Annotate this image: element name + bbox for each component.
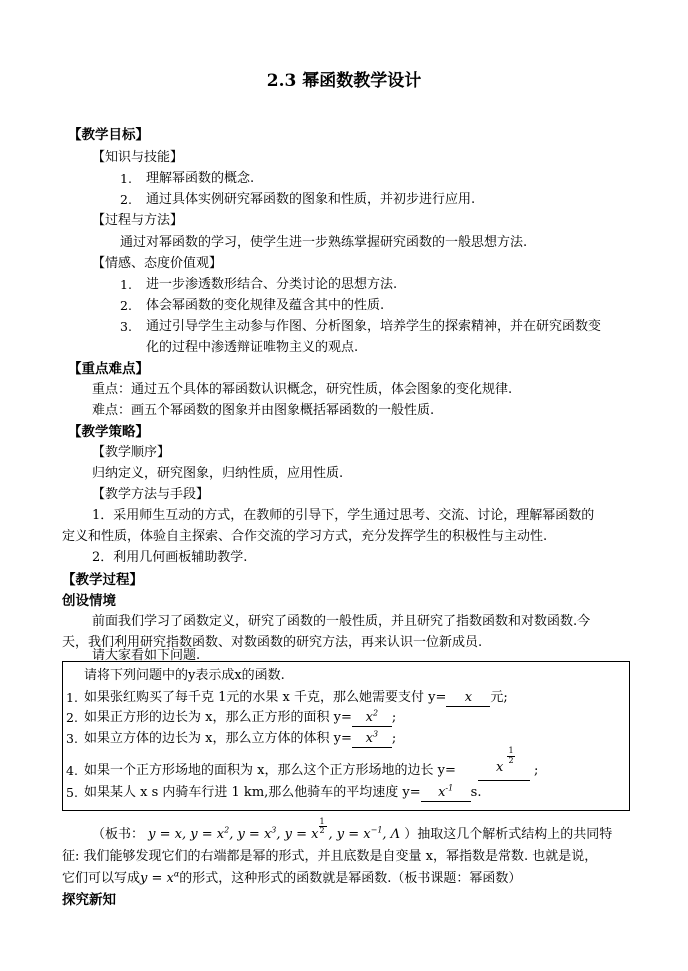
emotion-item-num: 1.: [120, 277, 132, 292]
method-text: 1．采用师生互动的方式，在教师的引导下，学生通过思考、交流、讨论，理解幂函数的: [92, 508, 595, 523]
key-points-heading: 【重点难点】: [68, 361, 149, 377]
board-text-suffix: 的形式，这种形式的函数就是幂函数.（板书课题：幂函数）: [179, 871, 522, 886]
scenario-heading: 创设情境: [62, 593, 116, 609]
question-num: 3.: [66, 731, 78, 746]
power-function-formula: $y = x^\alpha$: [140, 869, 180, 886]
answer-base: x: [365, 731, 373, 746]
answer-blank: [352, 731, 392, 748]
question-text: 如果某人 x s 内骑车行进 1 km,那么他骑车的平均速度 y=: [84, 785, 421, 800]
intro-text: 前面我们学习了函数定义，研究了函数的一般性质，并且研究了指数函数和对数函数.今: [92, 614, 591, 629]
intro-text: 请大家看如下问题.: [92, 648, 201, 663]
question-tail: ;: [534, 763, 539, 778]
question-num: 4.: [66, 763, 78, 778]
answer-base: x: [496, 760, 504, 775]
box-lead: 请将下列问题中的y表示成x的函数.: [84, 668, 285, 683]
order-text: 归纳定义，研究图象，归纳性质，应用性质.: [92, 466, 344, 481]
process-heading: 【过程与方法】: [92, 213, 184, 228]
question-num: 1.: [66, 690, 78, 705]
goals-heading: 【教学目标】: [68, 127, 149, 143]
method-text: 定义和性质，体验自主探索、合作交流的学习方式，充分发挥学生的积极性与主动性.: [62, 529, 548, 544]
knowledge-item-num: 2.: [120, 192, 132, 207]
question-num: 5.: [66, 785, 78, 800]
answer-exponent: 3: [372, 729, 379, 739]
answer-blank: [352, 710, 392, 727]
board-note-prefix: （板书：: [92, 827, 145, 842]
question-text: 如果立方体的边长为 x，那么立方体的体积 y=: [84, 731, 352, 746]
emotion-item-num: 2.: [120, 298, 132, 313]
board-text: 征: 我们能够发现它们的右端都是幂的形式，并且底数是自变量 x，幂指数是常数. 也就是说，: [62, 849, 598, 864]
question-text: 如果张红购买了每千克 1元的水果 x 千克，那么她需要支付 y=: [84, 690, 447, 705]
answer-fraction-denominator: 2: [508, 756, 514, 765]
emotion-item: 进一步渗透数形结合、分类讨论的思想方法.: [146, 277, 398, 292]
question-text: 如果一个正方形场地的面积为 x，那么这个正方形场地的边长 y=: [84, 763, 456, 778]
difficult-point-text: 难点：画五个幂函数的图象并由图象概括幂函数的一般性质.: [92, 403, 435, 418]
order-heading: 【教学顺序】: [92, 445, 171, 460]
method-text: 2．利用几何画板辅助教学.: [92, 550, 248, 565]
emotion-item: 体会幂函数的变化规律及蕴含其中的性质.: [146, 298, 385, 313]
board-note: [92, 817, 613, 843]
intro-text: 天，我们利用研究指数函数、对数函数的研究方法，再来认识一位新成员.: [62, 635, 483, 650]
process-section-heading: 【教学过程】: [62, 572, 143, 588]
answer-blank: [421, 785, 471, 802]
knowledge-item: 通过具体实例研究幂函数的图象和性质，并初步进行应用.: [146, 192, 476, 207]
answer-underline: [478, 780, 530, 781]
question-item: [84, 690, 508, 707]
board-formula: y = x, $y = x^2$, $y = x^3$, y = x $\frac{1}{2}$ , $y = x^{-1}$, Λ: [148, 817, 401, 842]
question-item: [84, 710, 396, 727]
knowledge-item-num: 1.: [120, 171, 132, 186]
answer-exponent: 2: [372, 708, 379, 718]
strategy-heading: 【教学策略】: [68, 424, 149, 440]
emotion-item-num: 3.: [120, 319, 132, 334]
key-point-text: 重点：通过五个具体的幂函数认识概念，研究性质，体会图象的变化规律.: [92, 382, 513, 397]
question-text: 如果正方形的边长为 x，那么正方形的面积 y=: [84, 710, 352, 725]
answer-blank: x: [446, 690, 490, 707]
question-tail: 元;: [490, 690, 508, 705]
question-tail: ;: [391, 710, 397, 725]
question-item: [84, 731, 396, 748]
question-item: [84, 785, 481, 802]
answer-base: x: [438, 785, 446, 800]
process-text: 通过对幂函数的学习，使学生进一步熟练掌握研究函数的一般思想方法.: [120, 235, 528, 250]
emotion-heading: 【情感、态度价值观】: [92, 256, 223, 271]
board-note-suffix: ）抽取这几个解析式结构上的共同特: [404, 827, 613, 842]
board-text: [62, 871, 521, 887]
page-title: 2.3 幂函数教学设计: [266, 71, 422, 91]
answer-exponent: -1: [445, 783, 454, 793]
question-item: [84, 763, 456, 779]
emotion-item: 通过引导学生主动参与作图、分析图象，培养学生的探索精神，并在研究函数变: [146, 319, 602, 334]
question-num: 2.: [66, 710, 78, 725]
answer-fraction-numerator: 1: [508, 746, 514, 755]
question-tail: ;: [391, 731, 397, 746]
methods-heading: 【教学方法与手段】: [92, 487, 210, 502]
answer-base: x: [365, 710, 373, 725]
explore-heading: 探究新知: [62, 892, 116, 908]
emotion-item-cont: 化的过程中渗透辩证唯物主义的观点.: [146, 340, 359, 355]
question-tail: s.: [470, 785, 482, 800]
knowledge-item: 理解幂函数的概念.: [146, 171, 255, 186]
knowledge-heading: 【知识与技能】: [92, 150, 184, 165]
board-text-prefix: 它们可以写成: [62, 871, 141, 886]
